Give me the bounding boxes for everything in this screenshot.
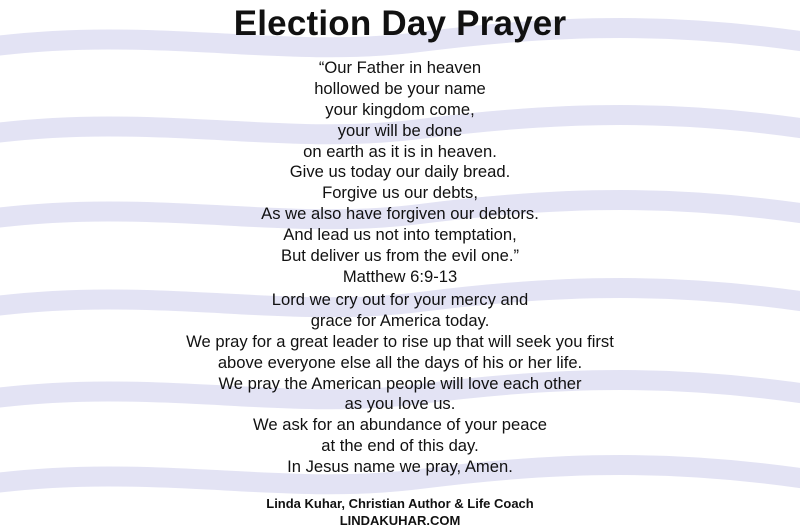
prayer-line: We ask for an abundance of your peace — [253, 415, 547, 435]
scripture-verse — [0, 58, 800, 288]
footer-credit — [0, 495, 800, 529]
verse-line: your kingdom come, — [325, 99, 475, 119]
verse-line: As we also have forgiven our debtors. — [261, 204, 539, 224]
verse-line: “Our Father in heaven — [318, 58, 482, 77]
page-title: Election Day Prayer — [233, 4, 567, 43]
prayer-line: at the end of this day. — [321, 436, 479, 456]
verse-line: your will be done — [337, 120, 463, 140]
prayer-line: In Jesus name we pray, Amen. — [287, 457, 513, 477]
prayer-text — [0, 290, 800, 478]
verse-line: Give us today our daily bread. — [289, 162, 511, 182]
verse-line: But deliver us from the evil one.” — [281, 246, 519, 266]
verse-line: hollowed be your name — [314, 78, 486, 98]
verse-line: And lead us not into temptation, — [283, 225, 517, 245]
prayer-line: above everyone else all the days of his or her life. — [217, 352, 583, 372]
verse-line: on earth as it is in heaven. — [303, 141, 497, 161]
prayer-line: as you love us. — [344, 394, 456, 414]
website-link[interactable]: LINDAKUHAR.COM — [339, 513, 461, 528]
prayer-line: We pray for a great leader to rise up that will seek you first — [186, 331, 614, 351]
prayer-line: grace for America today. — [310, 310, 490, 330]
author-credit: Linda Kuhar, Christian Author & Life Coach — [266, 496, 534, 511]
verse-reference: Matthew 6:9-13 — [342, 266, 458, 286]
verse-line: Forgive us our debts, — [322, 183, 478, 203]
prayer-line: We pray the American people will love each other — [218, 373, 582, 393]
prayer-line: Lord we cry out for your mercy and — [271, 290, 529, 309]
